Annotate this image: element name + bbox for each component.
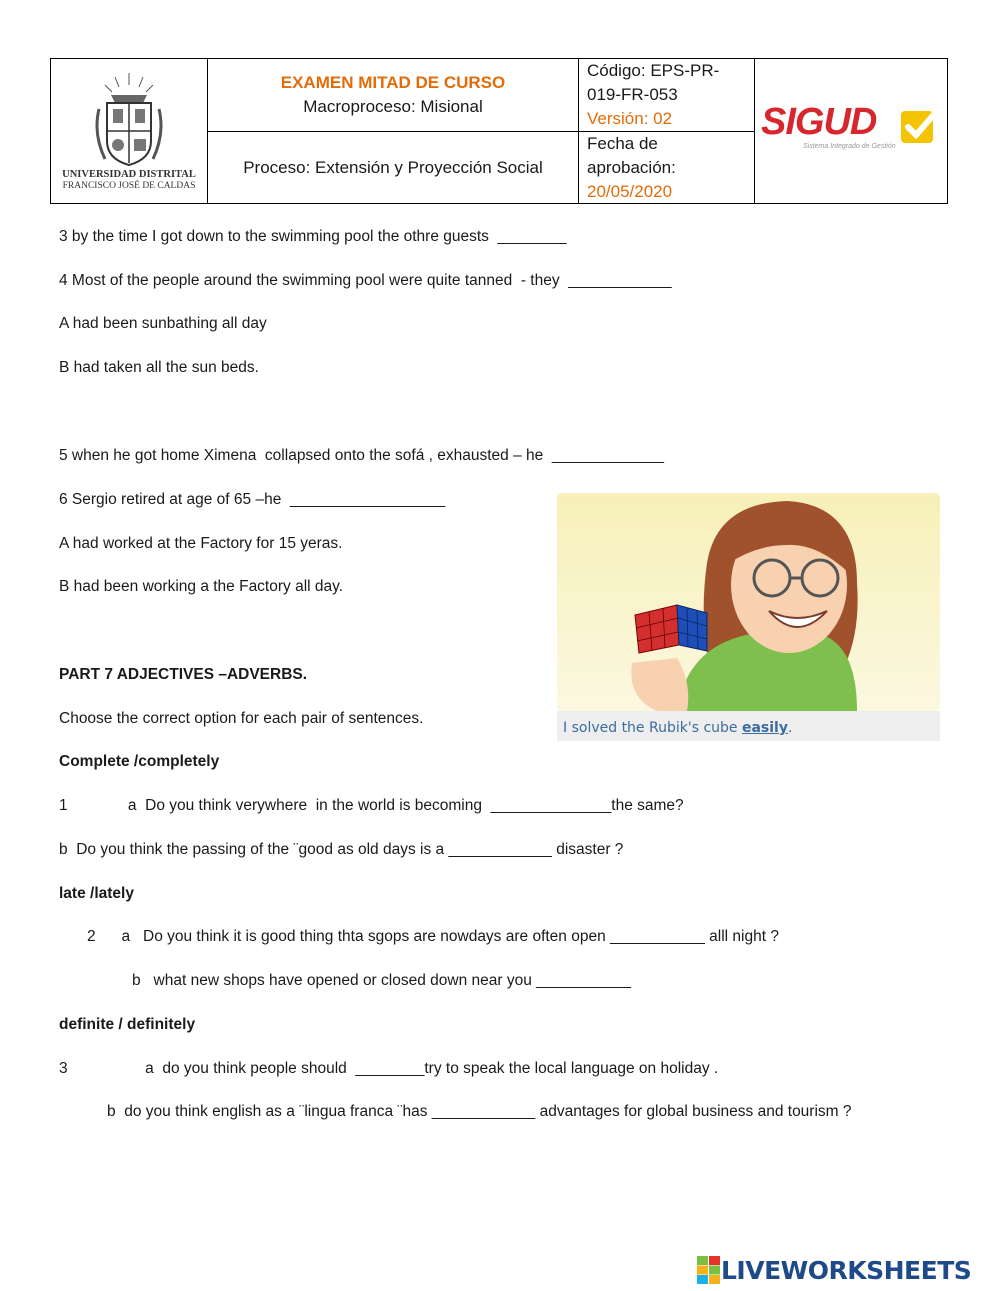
- fecha-value: 20/05/2020: [587, 182, 673, 201]
- illustration-caption: [563, 720, 792, 736]
- question-5: 5 when he got home Ximena collapsed onto the sofá , exhausted – he _____________: [59, 447, 664, 464]
- checkmark-icon: [899, 105, 941, 147]
- pair-heading-late: late /lately: [59, 885, 134, 902]
- option-a-sunbathing: A had been sunbathing all day: [59, 315, 267, 332]
- macroproceso: Macroproceso: Misional: [303, 97, 483, 116]
- exam-title: EXAMEN MITAD DE CURSO: [280, 73, 506, 92]
- sigud-logo: [761, 101, 941, 161]
- item-1a: 1 a Do you think verywhere in the world is becoming ______________the same?: [59, 797, 684, 814]
- pair-heading-definite: definite / definitely: [59, 1016, 196, 1033]
- university-name-line2: FRANCISCO JOSÉ DE CALDAS: [62, 181, 196, 191]
- sigud-tagline: Sistema Integrado de Gestión: [803, 143, 896, 150]
- liveworksheets-live-icon: [697, 1256, 721, 1284]
- sigud-wordmark: SIGUD: [761, 101, 877, 143]
- item-3a: 3 a do you think people should ________try to speak the local language on holiday .: [59, 1060, 719, 1077]
- option-b-factory: B had been working a the Factory all day.: [59, 578, 344, 595]
- version: Versión: 02: [587, 109, 673, 128]
- option-a-factory: A had worked at the Factory for 15 yeras.: [59, 535, 343, 552]
- fecha-line1: Fecha de: [587, 134, 658, 153]
- proceso: Proceso: Extensión y Proyección Social: [243, 158, 543, 177]
- pair-heading-complete: Complete /completely: [59, 753, 220, 770]
- part-7-heading: PART 7 ADJECTIVES –ADVERBS.: [59, 666, 308, 683]
- option-b-sunbeds: B had taken all the sun beds.: [59, 359, 259, 376]
- question-4: 4 Most of the people around the swimming pool were quite tanned - they ____________: [59, 272, 672, 289]
- liveworksheets-wordmark: LIVEWORKSHEETS: [721, 1255, 972, 1285]
- fecha-line2: aprobación:: [587, 158, 676, 177]
- codigo-line2: 019-FR-053: [587, 85, 678, 104]
- item-2a: 2 a Do you think it is good thing thta sgops are nowdays are often open ___________ alll night ?: [87, 928, 779, 945]
- codigo-line1: Código: EPS-PR-: [587, 61, 720, 80]
- item-2b: b what new shops have opened or closed down near you ___________: [132, 972, 631, 989]
- question-6: 6 Sergio retired at age of 65 –he __________________: [59, 491, 446, 508]
- instructions: Choose the correct option for each pair of sentences.: [59, 710, 424, 727]
- item-1b: b Do you think the passing of the ¨good as old days is a ____________ disaster ?: [59, 841, 624, 858]
- document-header-table: [50, 58, 948, 204]
- question-3: 3 by the time I got down to the swimming pool the othre guests ________: [59, 228, 567, 245]
- girl-with-rubiks-cube-image: [557, 493, 940, 741]
- liveworksheets-logo: [697, 1253, 971, 1287]
- university-name-line1: UNIVERSIDAD DISTRITAL: [62, 169, 196, 180]
- caption-text: I solved the Rubik's cube: [563, 720, 742, 736]
- rubiks-cube-illustration: [557, 493, 940, 741]
- caption-suffix: .: [787, 720, 793, 736]
- university-logo: [51, 59, 207, 205]
- item-3b: b do you think english as a ¨lingua franca ¨has ____________ advantages for global business and tourism ?: [107, 1103, 852, 1120]
- caption-emphasis: easily: [741, 720, 788, 736]
